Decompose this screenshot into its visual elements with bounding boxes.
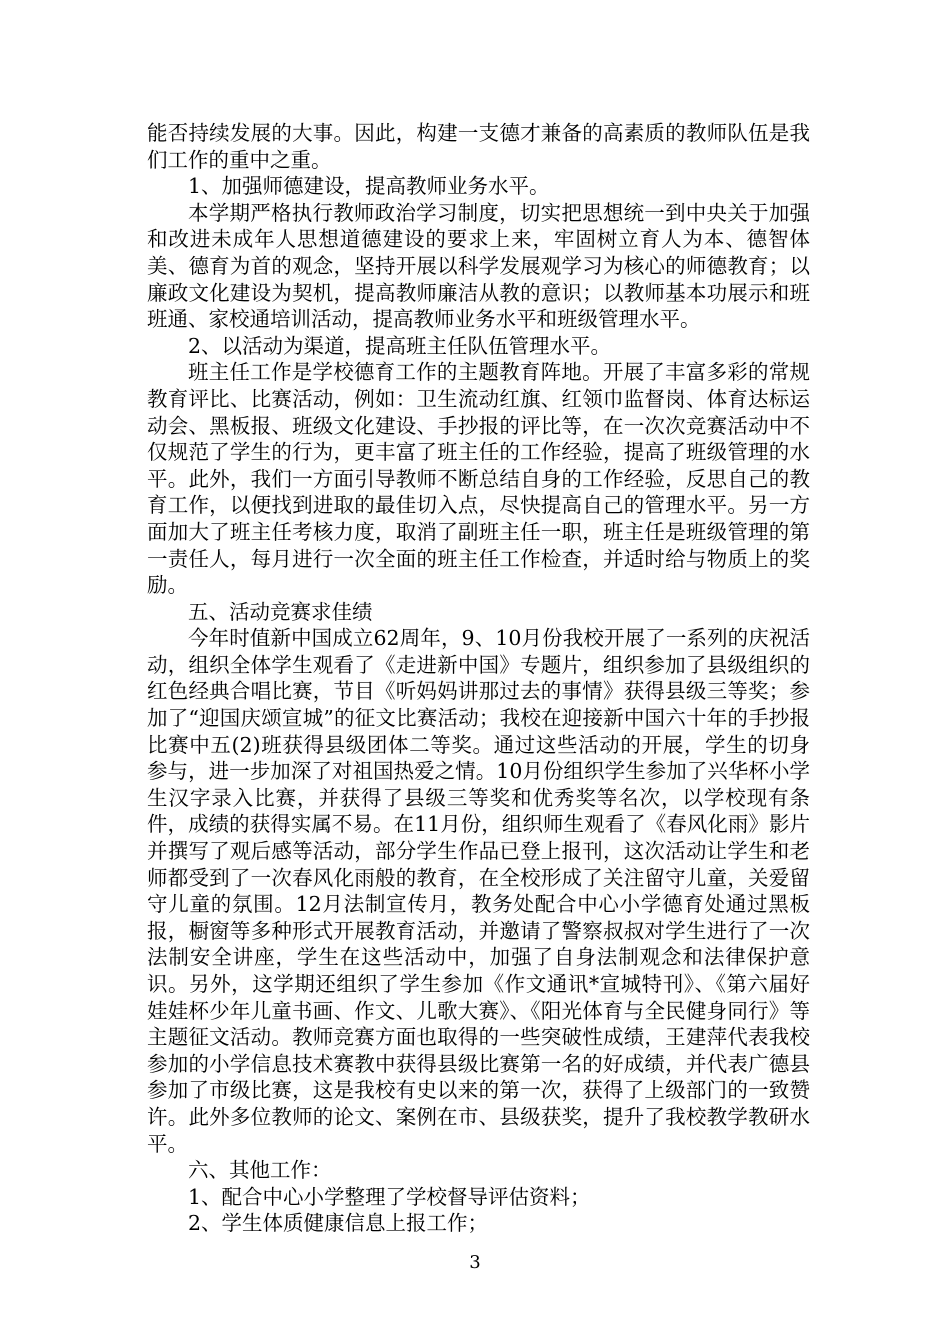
page-number: 3: [469, 1252, 481, 1273]
section-heading-other-work: 六、其他工作：: [188, 1158, 332, 1183]
heading-teacher-ethics: 1、加强师德建设，提高教师业务水平。: [188, 174, 550, 199]
heading-class-teacher: 2、以活动为渠道，提高班主任队伍管理水平。: [188, 333, 612, 358]
paragraph-teacher-ethics: 本学期严格执行教师政治学习制度，切实把思想统一到中央关于加强和改进未成年人思想道德建设的要求上来，牢固树立育人为本、德智体美、德育为首的观念，坚持开展以科学发展观学习为核心的师德教育；以廉政文化建设为契机，提高教师廉洁从教的意识；以教师基本功展示和班班通、家校通培训活动，提高教师业务水平和班级管理水平。: [147, 200, 810, 332]
list-item-other-work-2: 2、学生体质健康信息上报工作；: [188, 1211, 489, 1236]
paragraph-class-teacher: 班主任工作是学校德育工作的主题教育阵地。开展了丰富多彩的常规教育评比、比赛活动，例如：卫生流动红旗、红领巾监督岗、体育达标运动会、黑板报、班级文化建设、手抄报的评比等，在一次次竞赛活动中不仅规范了学生的行为，更丰富了班主任的工作经验，提高了班级管理的水平。此外，我们一方面引导教师不断总结自身的工作经验，反思自己的教育工作，以便找到进取的最佳切入点，尽快提高自己的管理水平。另一方面加大了班主任考核力度，取消了副班主任一职，班主任是班级管理的第一责任人，每月进行一次全面的班主任工作检查，并适时给与物质上的奖励。: [147, 360, 810, 598]
paragraph-competitions: 今年时值新中国成立62周年，9、10月份我校开展了一系列的庆祝活动，组织全体学生观看了《走进新中国》专题片，组织参加了县级组织的红色经典合唱比赛，节目《听妈妈讲那过去的事情》获得县级三等奖；参加了“迎国庆颂宣城”的征文比赛活动；我校在迎接新中国六十年的手抄报比赛中五(2)班获得县级团体二等奖。通过这些活动的开展，学生的切身参与，进一步加深了对祖国热爱之情。10月份组织学生参加了兴华杯小学生汉字录入比赛，并获得了县级三等奖和优秀奖等名次，以学校现有条件，成绩的获得实属不易。在11月份，组织师生观看了《春风化雨》影片并撰写了观后感等活动，部分学生作品已登上报刊，这次活动让学生和老师都受到了一次春风化雨般的教育，在全校形成了关注留守儿童，关爱留守儿童的氛围。12月法制宣传月，教务处配合中心小学德育处通过黑板报，橱窗等多种形式开展教育活动，并邀请了警察叔叔对学生进行了一次法制安全讲座，学生在这些活动中，加强了自身法制观念和法律保护意识。另外，这学期还组织了学生参加《作文通讯*宣城特刊》、《第六届好娃娃杯少年儿童书画、作文、儿歌大赛》、《阳光体育与全民健身同行》等主题征文活动。教师竞赛方面也取得的一些突破性成绩，王建萍代表我校参加的小学信息技术赛教中获得县级比赛第一名的好成绩，并代表广德县参加了市级比赛，这是我校有史以来的第一次，获得了上级部门的一致赞许。此外多位教师的论文、案例在市、县级获奖，提升了我校教学教研水平。: [147, 626, 810, 1156]
section-heading-competitions: 五、活动竞赛求佳绩: [188, 599, 373, 624]
document-body: [147, 120, 810, 1237]
paragraph-intro-continuation: 能否持续发展的大事。因此，构建一支德才兼备的高素质的教师队伍是我们工作的重中之重。: [147, 121, 810, 172]
list-item-other-work-1: 1、配合中心小学整理了学校督导评估资料；: [188, 1184, 591, 1209]
